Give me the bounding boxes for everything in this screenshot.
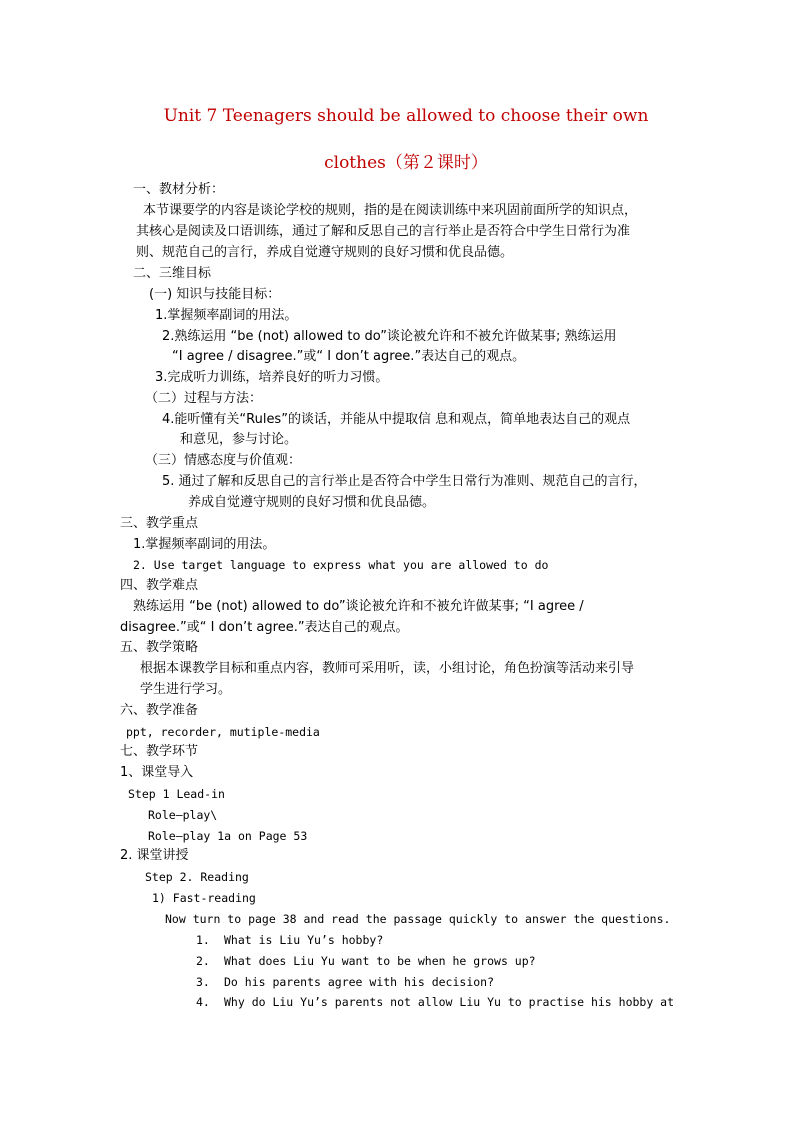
difficulties-line2: disagree.”或“ I don’t agree.”表达自己的观点。 bbox=[120, 620, 409, 635]
role-play-line2: Role—play 1a on Page 53 bbox=[148, 829, 308, 843]
objective-item-4-line1: 4.能听懂有关“Rules”的谈话，并能从中提取信 息和观点，简单地表达自己的观点 bbox=[162, 412, 631, 427]
step2-reading: Step 2. Reading bbox=[145, 870, 249, 884]
key-point-2: 2. Use target language to express what you are allowed to do bbox=[133, 558, 549, 572]
document-title-line2: clothes（第２课时） bbox=[324, 153, 488, 173]
objective-item-5-line1: 5. 通过了解和反思自己的言行举止是否符合中学生日常行为准则、规范自己的言行， bbox=[162, 474, 647, 489]
analysis-paragraph-line3: 则、规范自己的言行，养成自觉遵守规则的良好习惯和优良品德。 bbox=[136, 245, 514, 260]
procedure-part-2: 2. 课堂讲授 bbox=[120, 848, 189, 863]
question-item bbox=[196, 972, 494, 992]
role-play-line1: Role—play\ bbox=[148, 808, 218, 822]
objective-item-2-line2: “I agree / disagree.”或“ I don’t agree.”表达自己的观点。 bbox=[172, 349, 526, 364]
question-text: Why do Liu Yu’s parents not allow Liu Yu to practise his hobby at bbox=[224, 995, 675, 1009]
analysis-paragraph-line1: 本节课要学的内容是谈论学校的规则，指的是在阅读训练中来巩固前面所学的知识点， bbox=[143, 203, 638, 218]
document-title-line1: Unit 7 Teenagers should be allowed to choose their own bbox=[163, 106, 649, 126]
objective-item-3: 3.完成听力训练，培养良好的听力习惯。 bbox=[155, 370, 389, 385]
step1-lead-in: Step 1 Lead-in bbox=[128, 787, 225, 801]
objective-item-2-line1: 2.熟练运用 “be (not) allowed to do”谈论被允许和不被允许做某事; 熟练运用 bbox=[162, 329, 617, 344]
fast-reading-label: 1) Fast-reading bbox=[152, 891, 256, 905]
section-heading-objectives: 二、三维目标 bbox=[133, 266, 212, 281]
objective-item-5-line2: 养成自觉遵守规则的良好习惯和优良品德。 bbox=[188, 495, 436, 510]
question-text: What is Liu Yu’s hobby? bbox=[224, 933, 384, 947]
objective-item-4-line2: 和意见，参与讨论。 bbox=[180, 432, 298, 447]
question-number: 1. bbox=[196, 933, 210, 947]
section-heading-procedure: 七、教学环节 bbox=[120, 744, 199, 759]
section-heading-key-points: 三、教学重点 bbox=[120, 516, 199, 531]
key-point-1: 1.掌握频率副词的用法。 bbox=[133, 537, 276, 552]
question-text: What does Liu Yu want to be when he grows up? bbox=[224, 954, 536, 968]
section-heading-analysis: 一、教材分析： bbox=[133, 182, 225, 197]
question-number: 3. bbox=[196, 975, 210, 989]
question-text: Do his parents agree with his decision? bbox=[224, 975, 495, 989]
question-item bbox=[196, 930, 383, 950]
section-heading-strategy: 五、教学策略 bbox=[120, 640, 199, 655]
question-item bbox=[196, 951, 536, 971]
question-number: 4. bbox=[196, 995, 210, 1009]
objectives-sub-knowledge: (一) 知识与技能目标： bbox=[149, 287, 281, 302]
section-heading-difficulties: 四、教学难点 bbox=[120, 578, 199, 593]
fast-reading-instruction: Now turn to page 38 and read the passage quickly to answer the questions. bbox=[165, 912, 671, 926]
section-heading-preparation: 六、教学准备 bbox=[120, 703, 199, 718]
question-number: 2. bbox=[196, 954, 210, 968]
objective-item-1: 1.掌握频率副词的用法。 bbox=[155, 308, 298, 323]
strategy-line1: 根据本课教学目标和重点内容，教师可采用听，读，小组讨论，角色扮演等活动来引导 bbox=[140, 661, 635, 676]
objectives-sub-process: （二）过程与方法： bbox=[145, 391, 263, 406]
procedure-part-1: 1、课堂导入 bbox=[120, 765, 194, 780]
strategy-line2: 学生进行学习。 bbox=[140, 682, 232, 697]
analysis-paragraph-line2: 其核心是阅读及口语训练，通过了解和反思自己的言行举止是否符合中学生日常行为准 bbox=[136, 224, 631, 239]
objectives-sub-attitude: （三）情感态度与价值观： bbox=[145, 453, 302, 468]
preparation-items: ppt, recorder, mutiple-media bbox=[126, 725, 320, 739]
question-item bbox=[196, 992, 674, 1012]
difficulties-line1: 熟练运用 “be (not) allowed to do”谈论被允许和不被允许做某事; “I agree / bbox=[133, 599, 584, 614]
